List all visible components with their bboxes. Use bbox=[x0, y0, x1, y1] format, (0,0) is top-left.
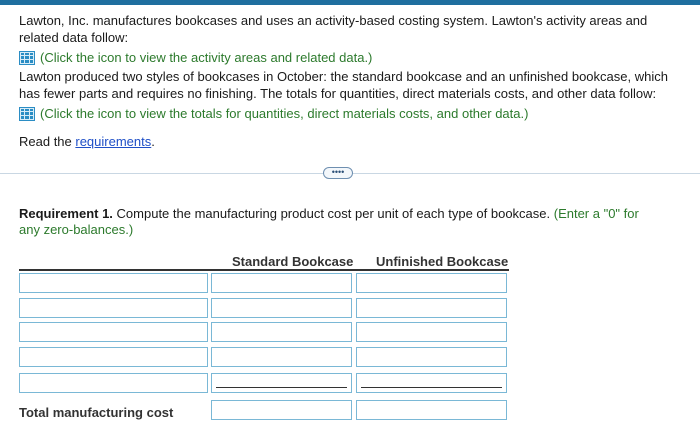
header-standard-bookcase: Standard Bookcase bbox=[232, 254, 354, 269]
table-grid-icon[interactable] bbox=[19, 107, 35, 121]
header-rule bbox=[19, 269, 509, 271]
unfinished-cost-input-2[interactable] bbox=[356, 298, 507, 318]
cost-item-label-input-1[interactable] bbox=[19, 273, 208, 293]
top-accent-bar bbox=[0, 0, 700, 5]
totals-data-link[interactable] bbox=[19, 105, 689, 122]
cost-item-label-input-5[interactable] bbox=[19, 373, 208, 393]
standard-cost-input-3[interactable] bbox=[211, 322, 352, 342]
cost-item-label-input-4[interactable] bbox=[19, 347, 208, 367]
requirement-label: Requirement 1. bbox=[19, 206, 113, 221]
unfinished-total-cost-input[interactable] bbox=[356, 400, 507, 420]
standard-total-cost-input[interactable] bbox=[211, 400, 352, 420]
header-unfinished-bookcase: Unfinished Bookcase bbox=[376, 254, 509, 269]
requirements-link[interactable]: requirements bbox=[75, 134, 152, 149]
intro-text-2: Lawton produced two styles of bookcases in October: the standard bookcase and an unfinished bookcase, which has fewer parts and requires no finishing. The totals for quantities, direct materials costs, and other data follow: bbox=[19, 69, 668, 101]
problem-intro bbox=[19, 12, 689, 150]
read-requirements-line bbox=[19, 133, 689, 150]
subtotal-rule-standard bbox=[216, 387, 347, 388]
subtotal-rule-unfinished bbox=[361, 387, 502, 388]
requirement-note: (Enter a "0" for any zero-balances.) bbox=[19, 206, 639, 237]
read-prefix: Read the bbox=[19, 134, 76, 149]
unfinished-cost-input-4[interactable] bbox=[356, 347, 507, 367]
activity-data-link[interactable] bbox=[19, 49, 689, 66]
unfinished-cost-input-1[interactable] bbox=[356, 273, 507, 293]
read-suffix: . bbox=[151, 134, 155, 149]
requirement-text: Compute the manufacturing product cost per unit of each type of bookcase. bbox=[112, 206, 551, 221]
cost-item-label-input-2[interactable] bbox=[19, 298, 208, 318]
standard-cost-input-5[interactable] bbox=[211, 373, 352, 393]
total-manufacturing-cost-label: Total manufacturing cost bbox=[19, 405, 174, 420]
requirement-1 bbox=[19, 206, 659, 238]
activity-data-link-text[interactable]: (Click the icon to view the activity areas and related data.) bbox=[40, 50, 373, 65]
standard-cost-input-1[interactable] bbox=[211, 273, 352, 293]
totals-data-link-text[interactable]: (Click the icon to view the totals for quantities, direct materials costs, and other data.) bbox=[40, 106, 529, 121]
expand-more-button[interactable]: •••• bbox=[323, 167, 353, 179]
unfinished-cost-input-3[interactable] bbox=[356, 322, 507, 342]
table-grid-icon[interactable] bbox=[19, 51, 35, 65]
standard-cost-input-4[interactable] bbox=[211, 347, 352, 367]
standard-cost-input-2[interactable] bbox=[211, 298, 352, 318]
cost-item-label-input-3[interactable] bbox=[19, 322, 208, 342]
unfinished-cost-input-5[interactable] bbox=[356, 373, 507, 393]
intro-text-1: Lawton, Inc. manufactures bookcases and uses an activity-based costing system. Lawton's activity areas and related data follow: bbox=[19, 13, 648, 45]
